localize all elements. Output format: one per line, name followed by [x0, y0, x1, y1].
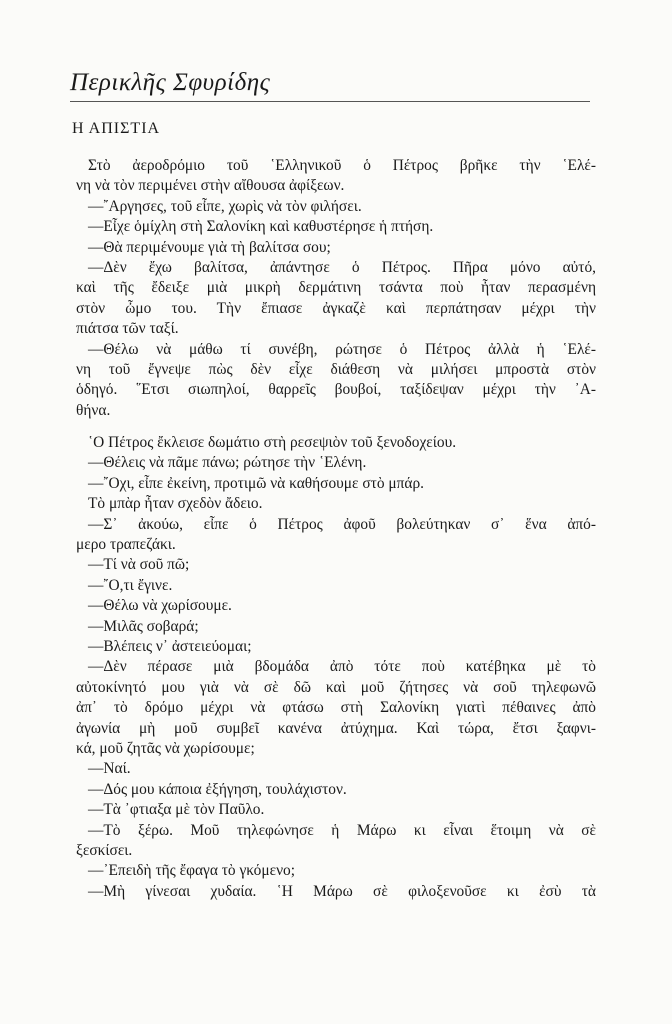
paragraph: [76, 617, 596, 637]
text-line: ἀγωνία μὴ μοῦ συμβεῖ κανένα ἀτύχημα. Καὶ τώρα, ἔτσι ξαφνι-: [76, 719, 596, 737]
paragraph: [76, 433, 596, 453]
paragraph: [76, 494, 596, 514]
paragraph: [76, 217, 596, 237]
text-line: ξεσκίσει.: [76, 841, 133, 859]
text-line: —Θὰ περιμένουμε γιὰ τὴ βαλίτσα σου;: [88, 238, 331, 256]
text-line: θήνα.: [76, 401, 111, 419]
paragraph: [76, 555, 596, 575]
paragraph: [76, 759, 596, 779]
text-line: ῾Ο Πέτρος ἔκλεισε δωμάτιο στὴ ρεσεψιὸν τοῦ ξενοδοχείου.: [88, 434, 457, 452]
paragraph: [76, 474, 596, 494]
text-line: στὸν ὦμο του. Τὴν ἔπιασε ἀγκαζὲ καὶ περπάτησαν μέχρι τὴν: [76, 299, 596, 317]
paragraph: [76, 780, 596, 800]
text-line: νη νὰ τὸν περιμένει στὴν αἴθουσα ἀφίξεων.: [76, 177, 345, 195]
header-rule: [70, 101, 590, 102]
text-line: —Δὲν ἔχω βαλίτσα, ἀπάντησε ὁ Πέτρος. Πῆρα μόνο αὐτό,: [88, 258, 596, 276]
text-line: —Μιλᾶς σοβαρά;: [88, 617, 199, 635]
story-text: [76, 156, 596, 902]
text-line: —῎Οχι, εἶπε ἐκείνη, προτιμῶ νὰ καθήσουμε στὸ μπάρ.: [88, 474, 424, 492]
author-name: Περικλῆς Σφυρίδης: [70, 69, 271, 96]
text-line: —Βλέπεις ν᾿ ἀστειεύομαι;: [88, 637, 252, 655]
paragraph: [76, 657, 596, 759]
text-line: ἀπ᾿ τὸ δρόμο μέχρι νὰ φτάσω στὴ Σαλονίκη γιατὶ πέθαινες ἀπὸ: [76, 699, 596, 717]
text-line: —῎Ο,τι ἔγινε.: [88, 576, 173, 594]
paragraph: [76, 340, 596, 422]
text-line: μερο τραπεζάκι.: [76, 536, 176, 554]
paragraph: [76, 238, 596, 258]
text-line: —Μὴ γίνεσαι χυδαία. ῾Η Μάρω σὲ φιλοξενοῦσε κι ἐσὺ τὰ: [88, 882, 596, 900]
paragraph: [76, 453, 596, 473]
story-title: Η ΑΠΙΣΤΙΑ: [72, 120, 161, 137]
text-line: ὁδηγό. ῞Ετσι σιωπηλοί, θαρρεῖς βουβοί, ταξίδεψαν μέχρι τὴν ᾿Α-: [76, 381, 596, 399]
paragraph: [76, 197, 596, 217]
paragraph-gap: [76, 421, 596, 433]
text-line: —Σ᾿ ἀκούω, εἶπε ὁ Πέτρος ἀφοῦ βολεύτηκαν σ᾿ ἕνα ἀπό-: [88, 515, 596, 533]
text-line: —Τὸ ξέρω. Μοῦ τηλεφώνησε ἡ Μάρω κι εἶναι ἕτοιμη νὰ σὲ: [88, 821, 596, 839]
text-line: —Ναί.: [88, 760, 131, 778]
text-line: κά, μοῦ ζητᾶς νὰ χωρίσουμε;: [76, 739, 255, 757]
text-line: Τὸ μπὰρ ἦταν σχεδὸν ἄδειο.: [88, 495, 263, 513]
text-line: νη τοῦ ἔγνεψε πὼς δὲν εἶχε διάθεση νὰ μιλήσει μπροστὰ στὸν: [76, 360, 596, 378]
text-line: —Δὲν πέρασε μιὰ βδομάδα ἀπὸ τότε ποὺ κατέβηκα μὲ τὸ: [88, 658, 596, 676]
paragraph: [76, 576, 596, 596]
paragraph: [76, 800, 596, 820]
text-line: —Θέλω νὰ μάθω τί συνέβη, ρώτησε ὁ Πέτρος ἀλλὰ ἡ ῾Ελέ-: [88, 340, 596, 358]
text-line: καὶ τῆς ἔδειξε μιὰ μικρὴ δερμάτινη τσάντα ποὺ ἦταν περασμένη: [76, 279, 596, 297]
running-header: [70, 68, 590, 98]
text-line: Στὸ ἀεροδρόμιο τοῦ ῾Ελληνικοῦ ὁ Πέτρος βρῆκε τὴν ῾Ελέ-: [88, 157, 596, 174]
paragraph: [76, 258, 596, 340]
text-line: —᾿Επειδὴ τῆς ἔφαγα τὸ γκόμενο;: [88, 862, 296, 880]
text-line: αὐτοκίνητό μου γιὰ νὰ σὲ δῶ καὶ μοῦ ζήτησες νὰ σοῦ τηλεφωνῶ: [76, 678, 596, 696]
text-line: πιάτσα τῶν ταξί.: [76, 320, 179, 338]
paragraph: [76, 637, 596, 657]
text-line: —Τί νὰ σοῦ πῶ;: [88, 556, 190, 574]
text-line: —Δός μου κάποια ἐξήγηση, τουλάχιστον.: [88, 780, 347, 798]
paragraph: [76, 515, 596, 556]
paragraph: [76, 156, 596, 197]
text-line: —῎Αργησες, τοῦ εἶπε, χωρὶς νὰ τὸν φιλήσει.: [88, 197, 362, 215]
paragraph: [76, 882, 596, 902]
text-line: —Θέλω νὰ χωρίσουμε.: [88, 597, 232, 615]
paragraph: [76, 861, 596, 881]
text-line: —Θέλεις νὰ πᾶμε πάνω; ρώτησε τὴν ῾Ελένη.: [88, 454, 367, 472]
text-line: —Τὰ ᾿φτιαξα μὲ τὸν Παῦλο.: [88, 801, 265, 819]
paragraph: [76, 596, 596, 616]
text-line: —Εἶχε ὁμίχλη στὴ Σαλονίκη καὶ καθυστέρησε ἡ πτήση.: [88, 218, 434, 236]
paragraph: [76, 821, 596, 862]
